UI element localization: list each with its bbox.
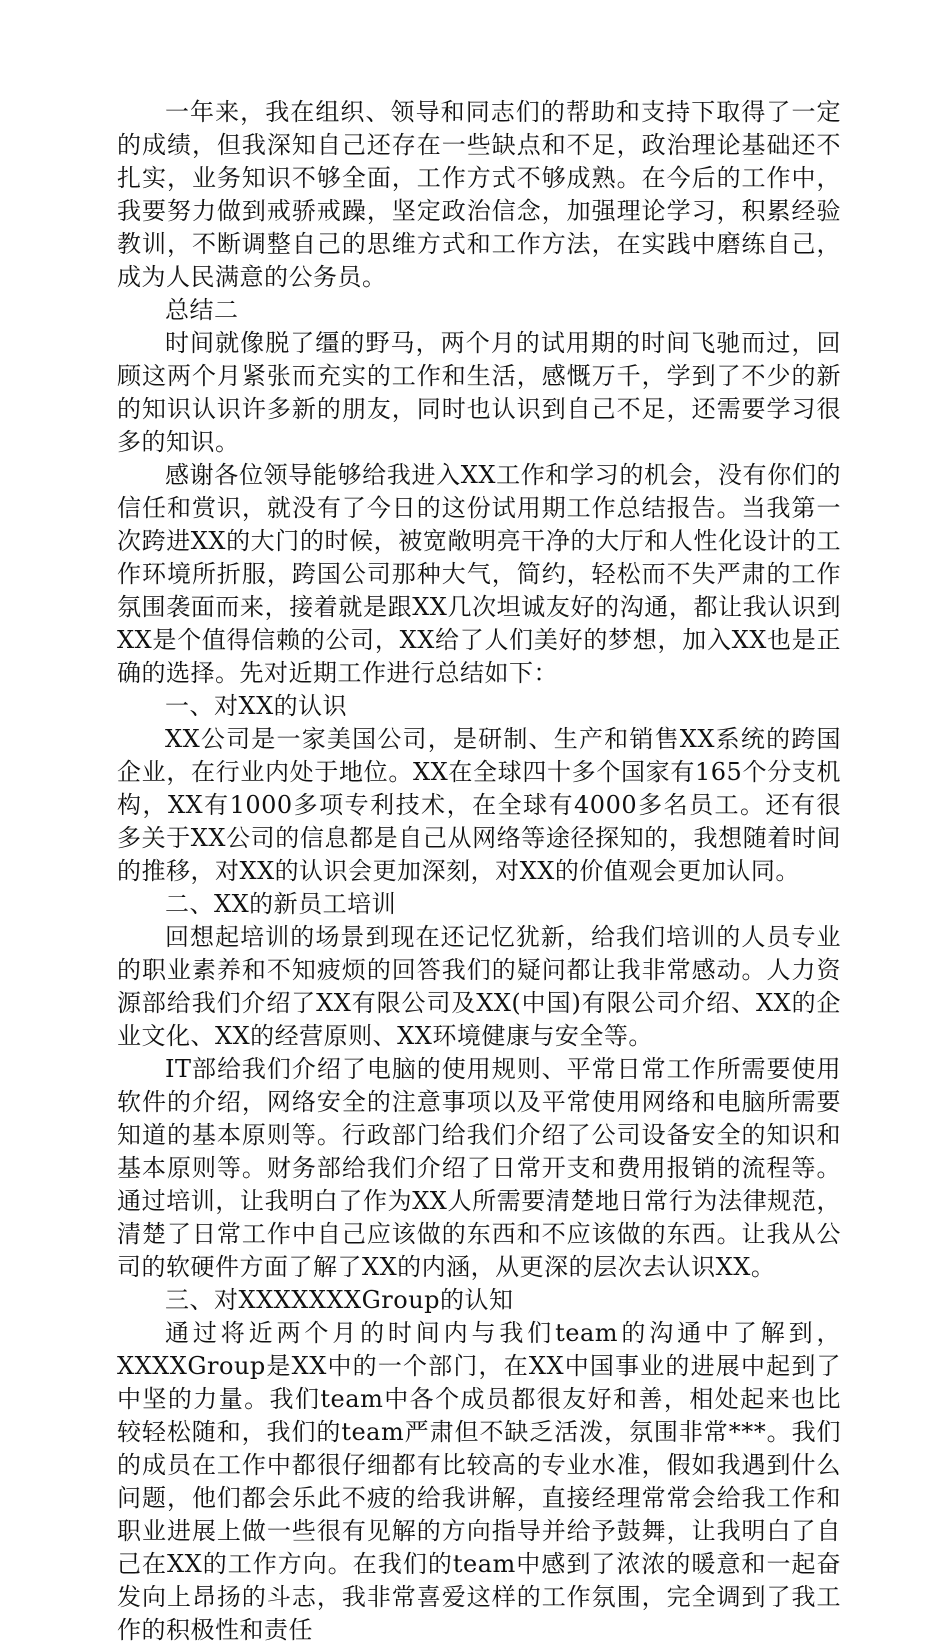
paragraph-training: 回想起培训的场景到现在还记忆犹新，给我们培训的人员专业的职业素养和不知疲烦的回答我们的疑问都让我非常感动。人力资源部给我们介绍了XX有限公司及XX(中国)有限公司介绍、XX的企业文化、XX的经营原则、XX环境健康与安全等。 <box>117 923 841 1050</box>
paragraph-team: 通过将近两个月的时间内与我们team的沟通中了解到，XXXXGroup是XX中的一个部门，在XX中国事业的进展中起到了中坚的力量。我们team中各个成员都很友好和善，相处起来也比较轻松随和，我们的team严肃但不缺乏活泼，氛围非常***。我们的成员在工作中都很仔细都有比较高的专业水准，假如我遇到什么问题，他们都会乐此不疲的给我讲解，直接经理常常会给我工作和职业进展上做一些很有见解的方向指导并给予鼓舞，让我明白了自己在XX的工作方向。在我们的team中感到了浓浓的暖意和一起奋发向上昂扬的斗志，我非常喜爱这样的工作氛围，完全调到了我工作的积极性和责任 <box>117 1319 841 1644</box>
section-heading-1: 一、对XX的认识 <box>165 692 348 720</box>
document-body <box>117 96 841 1647</box>
paragraph-it-training: IT部给我们介绍了电脑的使用规则、平常日常工作所需要使用软件的介绍，网络安全的注意事项以及平常使用网络和电脑所需要知道的基本原则等。行政部门给我们介绍了公司设备安全的知识和基本原则等。财务部给我们介绍了日常开支和费用报销的流程等。通过培训，让我明白了作为XX人所需要清楚地日常行为法律规范，清楚了日常工作中自己应该做的东西和不应该做的东西。让我从公司的软硬件方面了解了XX的内涵，从更深的层次去认识XX。 <box>117 1055 841 1281</box>
section-title-summary-two: 总结二 <box>165 296 239 324</box>
paragraph-probation-intro: 时间就像脱了缰的野马，两个月的试用期的时间飞驰而过，回顾这两个月紧张而充实的工作和生活，感慨万千，学到了不少的新的知识认识许多新的朋友，同时也认识到自己不足，还需要学习很多的知识。 <box>117 329 841 456</box>
paragraph-thanks: 感谢各位领导能够给我进入XX工作和学习的机会，没有你们的信任和赏识，就没有了今日的这份试用期工作总结报告。当我第一次跨进XX的大门的时候，被宽敞明亮干净的大厅和人性化设计的工作环境所折服，跨国公司那种大气，简约，轻松而不失严肃的工作氛围袭面而来，接着就是跟XX几次坦诚友好的沟通，都让我认识到XX是个值得信赖的公司，XX给了人们美好的梦想，加入XX也是正确的选择。先对近期工作进行总结如下： <box>117 461 841 687</box>
section-heading-2: 二、XX的新员工培训 <box>165 890 397 918</box>
paragraph-summary-conclusion: 一年来，我在组织、领导和同志们的帮助和支持下取得了一定的成绩，但我深知自己还存在一些缺点和不足，政治理论基础还不扎实，业务知识不够全面，工作方式不够成熟。在今后的工作中，我要努力做到戒骄戒躁，坚定政治信念，加强理论学习，积累经验教训，不断调整自己的思维方式和工作方法，在实践中磨练自己，成为人民满意的公务员。 <box>117 98 841 291</box>
section-heading-3: 三、对XXXXXXXGroup的认知 <box>165 1286 514 1314</box>
paragraph-company-info: XX公司是一家美国公司，是研制、生产和销售XX系统的跨国企业，在行业内处于地位。XX在全球四十多个国家有165个分支机构，XX有1000多项专利技术，在全球有4000多名员工。还有很多关于XX公司的信息都是自己从网络等途径探知的，我想随着时间的推移，对XX的认识会更加深刻，对XX的价值观会更加认同。 <box>117 725 841 885</box>
